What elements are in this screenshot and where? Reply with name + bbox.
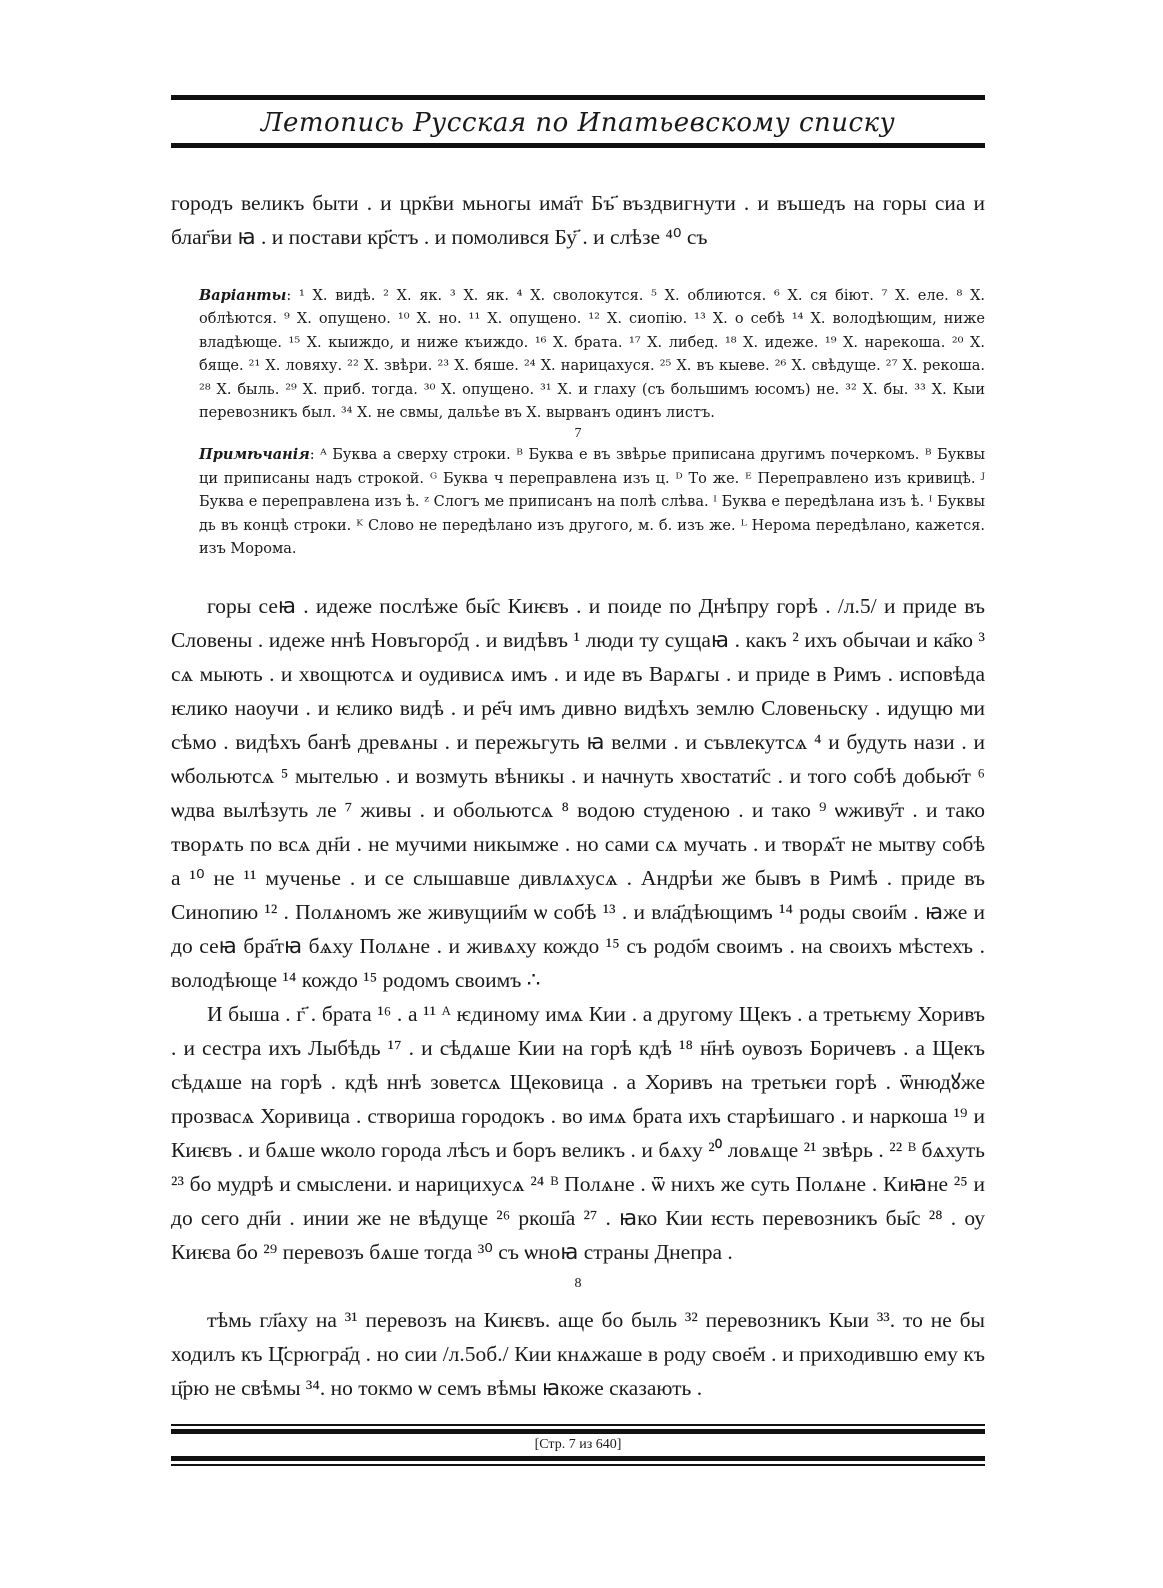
header-rule-bottom bbox=[171, 143, 985, 148]
variants-text: : ¹ Х. видѣ. ² Х. як. ³ Х. як. ⁴ Х. сволокутся. ⁵ Х. облиются. ⁶ Х. ся біют. ⁷ Х. еле. ⁸ Х. облѣются. ⁹ Х. опущено. ¹⁰ Х. но. ¹¹ Х. опущено. ¹² Х. сиопію. ¹³ Х. о себѣ ¹⁴ Х. володѣющим, ниже владѣюще. ¹⁵ Х. кыиждо, и ниже къиждо. ¹⁶ Х. брата. ¹⁷ Х. либед. ¹⁸ Х. идеже. ¹⁹ Х. нарекоша. ²⁰ Х. бяще. ²¹ Х. ловяху. ²² Х. звѣри. ²³ Х. бяше. ²⁴ Х. нарицахуся. ²⁵ Х. въ кыеве. ²⁶ Х. свѣдуще. ²⁷ Х. рекоша. ²⁸ Х. быль. ²⁹ Х. приб. тогда. ³⁰ Х. опущено. ³¹ Х. и глаху (съ большимъ юсомъ) не. ³² Х. бы. ³³ Х. Кыи перевозникъ был. ³⁴ Х. не свмы, дальѣе въ Х. вырванъ одинъ листъ. bbox=[199, 288, 985, 422]
paragraph-1: горы сеꙗ . идеже послѣже бы҃с Киѥвъ . и поиде по Днѣпру горѣ . /л.5/ и приде въ Словены . идеже ннѣ Новъгоро҃д . и видѣвъ ¹ люди ту сущаꙗ . какъ ² ихъ обычаи и ка҃ко ³ сѧ мыють . и хвощютсѧ и оудивисѧ имъ . и иде въ Варѧгы . и приде в Римъ . исповѣда ѥлико наоучи . и ѥлико видѣ . и ре҃ч имъ дивно видѣхъ землю Словеньску . идущю ми сѣмо . видѣхъ банѣ древѧны . и пережьгуть ꙗ велми . и съвлекутсѧ ⁴ и будуть нази . и ѡбольютсѧ ⁵ мытелью . и возмуть вѣникы . и начнуть хвостати҃с . и того собѣ добью҃т ⁶ ѡдва вылѣзуть ле ⁷ живы . и обольютсѧ ⁸ водою студеною . и тако ⁹ ѡживу҃т . и тако творѧть по всѧ дн҃и . не мучими никымже . но сами сѧ мучать . и творѧ҃т не мытву собѣ а ¹⁰ не ¹¹ мученье . и се слышавше дивлѧхусѧ . Андрѣи же бывъ в Римѣ . приде въ Синопию ¹² . Полѧномъ же живущии҃м ѡ собѣ ¹³ . и вла҃дѣющимъ ¹⁴ роды свои҃м . ꙗже и до сеꙗ бра҃тꙗ бѧху Полѧне . и живѧху кождо ¹⁵ съ родо҃м своимъ . на своихъ мѣстехъ . володѣюще ¹⁴ кождо ¹⁵ родомъ своимъ ∴ bbox=[171, 594, 985, 993]
footer bbox=[171, 1424, 985, 1466]
paragraph-2: И быша . г҃ . брата ¹⁶ . а ¹¹ ᴬ ѥдиному имѧ Кии . а другому Щекъ . а третьѥму Хоривъ . и сестра ихъ Лыбѣдь ¹⁷ . и сѣдѧше Кии на горѣ кдѣ ¹⁸ н҃нѣ оувозъ Боричевъ . а Щекъ сѣдѧше на горѣ . кдѣ ннѣ зоветсѧ Щековица . а Хоривъ на третьѥи горѣ . ѿнюдꙋже прозвасѧ Хоривица . створиша городокъ . во имѧ брата ихъ старѣишаго . и наркоша ¹⁹ и Киѥвъ . и бѧше ѡколо города лѣсъ и боръ великъ . и бѧху ²⁰ ловѧще ²¹ звѣрь . ²² ᴮ бѧхуть ²³ бо мудрѣ и смыслени. и нарицихусѧ ²⁴ ᴮ Полѧне . ѿ нихъ же суть Полѧне . Киꙗне ²⁵ и до сего дн҃и . инии же не вѣдуще ²⁶ ркош҃а ²⁷ . ꙗко Кии ѥсть перевозникъ бы҃с ²⁸ . оу Киѥва бо ²⁹ перевозъ бѧше тогда ³⁰ съ ѡноꙗ страны Днепра . bbox=[171, 1002, 985, 1265]
top-text: городъ великъ быти . и црк҃ви мьногы има҃т Бъ҃ въздвигнути . и въшедъ на горы сиа и благ҃ви ꙗ . и постави кр҃стъ . и помолився Бу҃ . и слѣзе ⁴⁰ съ bbox=[171, 191, 985, 249]
page-marker-7: 7 bbox=[574, 426, 582, 442]
paragraph-3: тѣмь гл҃аху на ³¹ перевозъ на Киѥвъ. аще бо быль ³² перевозникъ Кыи ³³. то не бы ходилъ къ Ц҃срюгра҃д . но сии /л.5об./ Кии кнѧжаше в роду свое҃м . и приходившю ему къ ц҃рю не свѣмы ³⁴. но токмо ѡ семъ вѣмы ꙗкоже сказають . bbox=[171, 1308, 985, 1401]
document-page bbox=[171, 95, 985, 1405]
page-title: Летопись Русская по Ипатьевскому списку bbox=[260, 108, 896, 138]
footer-rule-bottom-2 bbox=[171, 1464, 985, 1466]
notes-label: Примѣчанія bbox=[199, 446, 310, 464]
page-counter: [Стр. 7 из 640] bbox=[534, 1437, 622, 1452]
notes-block bbox=[199, 443, 985, 561]
top-text-block bbox=[171, 186, 985, 254]
page-marker-8: 8 bbox=[574, 1276, 582, 1292]
continued-text-block bbox=[171, 1303, 985, 1405]
variants-label: Варіанты bbox=[199, 287, 287, 304]
notes-paragraph bbox=[199, 443, 985, 561]
notes-text: : ᴬ Буква а сверху строки. ᴮ Буква е въ звѣрье приписана другимъ почеркомъ. ᴮ Буквы ци приписаны надъ строкой. ᴳ Буква ч переправлена изъ ц. ᴰ То же. ᴱ Переправлено изъ кривицѣ. ᴶ Буква е переправлена изъ ѣ. ᶻ Слогъ ме приписанъ на полѣ слѣва. ᴵ Буква е передѣлана изъ ѣ. ᴵ Буквы дь въ концѣ строки. ᴷ Слово не передѣлано изъ другого, м. б. изъ же. ᴸ Нерома передѣлано, кажется. изъ Морома. bbox=[199, 447, 985, 558]
variants-paragraph bbox=[199, 284, 985, 425]
header-rule-top bbox=[171, 95, 985, 100]
main-text-block bbox=[171, 589, 985, 1269]
variants-block bbox=[199, 284, 985, 425]
